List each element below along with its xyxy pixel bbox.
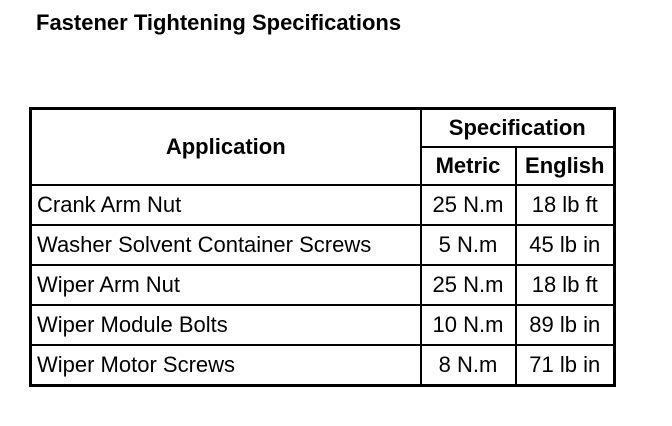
- header-metric: Metric: [421, 147, 516, 185]
- cell-english: 18 lb ft: [516, 265, 615, 305]
- cell-metric: 8 N.m: [421, 345, 516, 386]
- header-english: English: [516, 147, 615, 185]
- header-specification: Specification: [421, 109, 615, 147]
- table-row: [31, 345, 615, 386]
- table-row: [31, 225, 615, 265]
- table-row: [31, 185, 615, 225]
- cell-application: Wiper Arm Nut: [31, 265, 421, 305]
- document-title: Fastener Tightening Specifications: [36, 10, 402, 35]
- fastener-spec-table: [29, 107, 616, 387]
- cell-application: Wiper Module Bolts: [31, 305, 421, 345]
- table-row: [31, 305, 615, 345]
- cell-english: 71 lb in: [516, 345, 615, 386]
- cell-english: 89 lb in: [516, 305, 615, 345]
- cell-application: Crank Arm Nut: [31, 185, 421, 225]
- cell-metric: 5 N.m: [421, 225, 516, 265]
- cell-metric: 25 N.m: [421, 265, 516, 305]
- cell-metric: 25 N.m: [421, 185, 516, 225]
- cell-english: 18 lb ft: [516, 185, 615, 225]
- header-application: Application: [31, 109, 421, 185]
- cell-application: Wiper Motor Screws: [31, 345, 421, 386]
- table-row: [31, 265, 615, 305]
- cell-english: 45 lb in: [516, 225, 615, 265]
- cell-metric: 10 N.m: [421, 305, 516, 345]
- cell-application: Washer Solvent Container Screws: [31, 225, 421, 265]
